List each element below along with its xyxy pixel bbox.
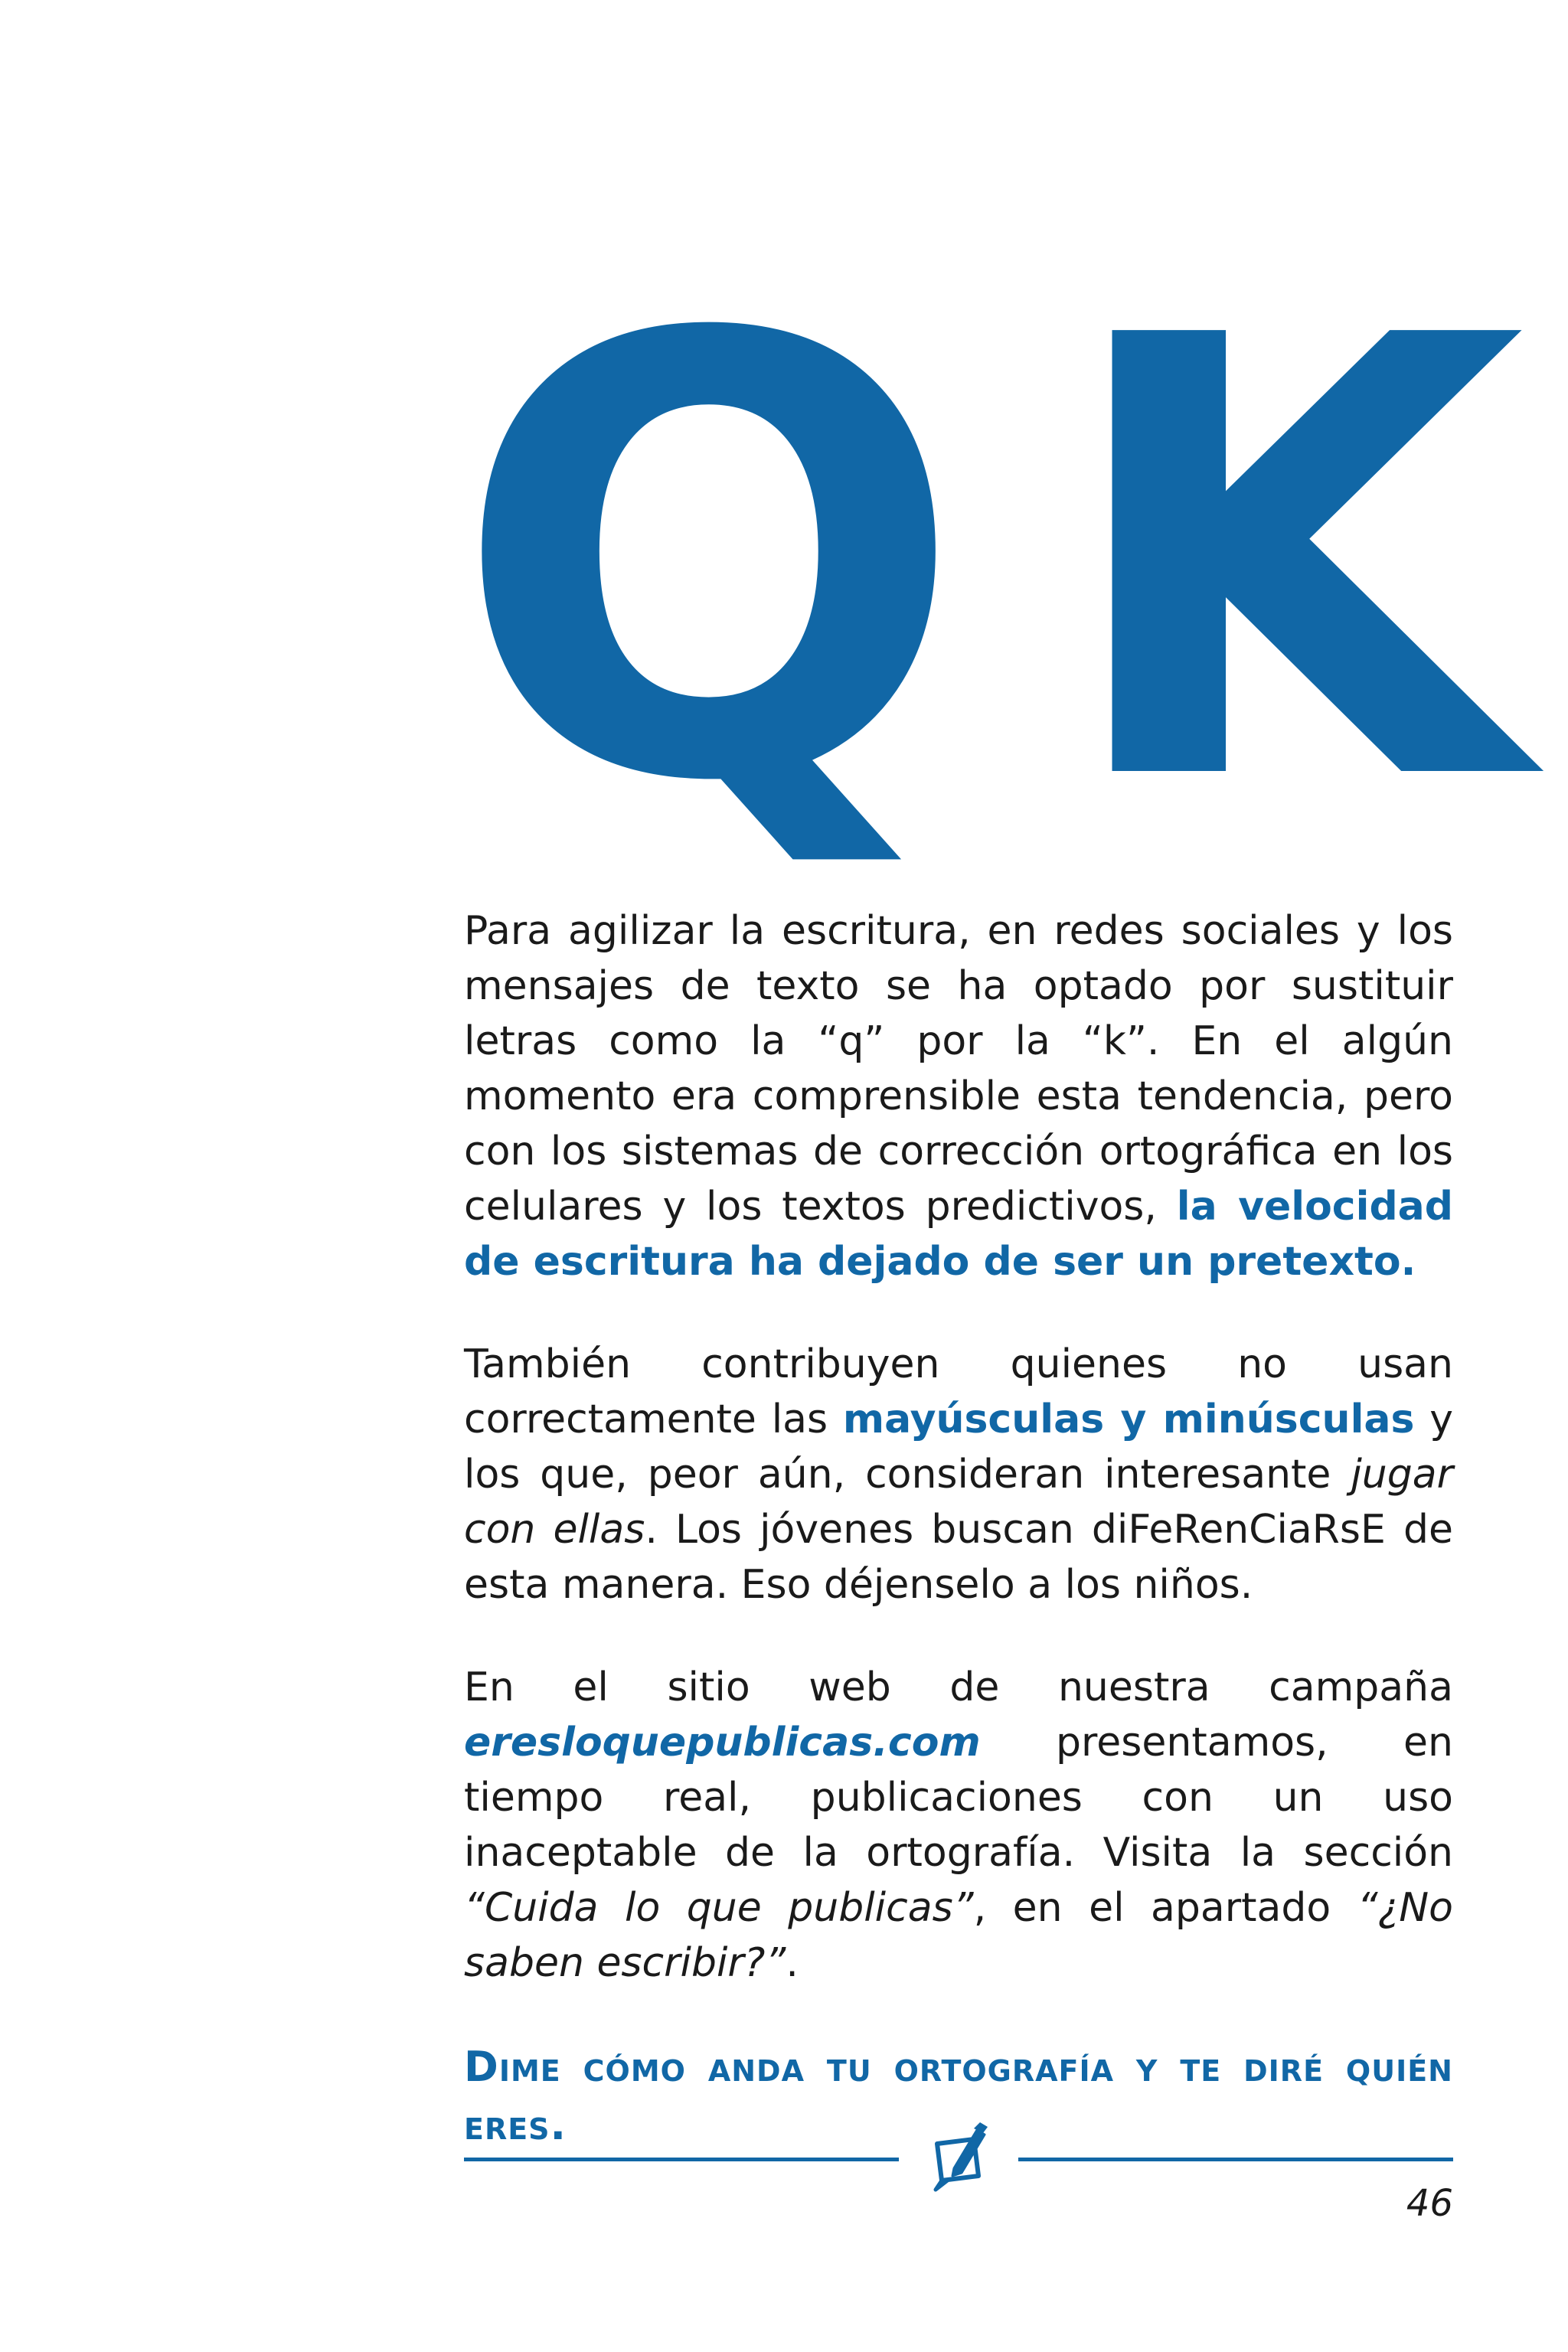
pen-on-note-icon xyxy=(926,2121,991,2194)
paragraph-2-part2: y los que, peor aún, consideran interesante xyxy=(464,1396,1454,1498)
campaign-website-link[interactable]: eresloquepublicas.com xyxy=(464,1720,981,1766)
paragraph-3-section-name: “Cuida lo que publicas” xyxy=(464,1885,974,1931)
paragraph-3 xyxy=(464,1660,1453,1991)
paragraph-3-part3: , en el apartado xyxy=(973,1885,1357,1931)
divider-line-right xyxy=(1018,2158,1453,2161)
paragraph-3-part4: . xyxy=(786,1940,799,1986)
body-content xyxy=(464,903,1453,2154)
divider-line-left xyxy=(464,2158,899,2161)
paragraph-2-highlight: mayúsculas y minúsculas xyxy=(842,1396,1415,1442)
paragraph-1-text: Para agilizar la escritura, en redes sociales y los mensajes de texto se ha optado por sustituir letras como la “q” por la “k”. En el algún momento era comprensible esta tendencia, pero con los sistemas de corrección ortográfica en los celulares y los textos predictivos, xyxy=(464,908,1453,1230)
paragraph-2-italic: jugar con ellas xyxy=(464,1452,1453,1553)
paragraph-3-part2: presentamos, en tiempo real, publicaciones con un uso inaceptable de la ortografía. Visita la sección xyxy=(464,1720,1453,1876)
slogan: Dime cómo anda tu ortografía y te diré quién eres. xyxy=(464,2043,1453,2149)
page-number: 46 xyxy=(1406,2182,1453,2225)
paragraph-3-part1: En el sitio web de nuestra campaña xyxy=(464,1664,1453,1710)
headline-qk xyxy=(452,211,1526,914)
paragraph-2 xyxy=(464,1337,1453,1612)
paragraph-2-part3: . Los jóvenes buscan diFeRenCiaRsE de esta manera. Eso déjenselo a los niños. xyxy=(464,1507,1453,1608)
headline-letter-k: K xyxy=(1057,211,1526,914)
headline-letter-q: Q xyxy=(452,211,951,914)
paragraph-1 xyxy=(464,903,1453,1289)
paragraph-2-part1: También contribuyen quienes no usan correctamente las xyxy=(464,1341,1453,1442)
paragraph-3-subsection-name: “¿No saben escribir?” xyxy=(464,1885,1453,1986)
paragraph-1-highlight: la velocidad de escritura ha dejado de ser un pretexto. xyxy=(464,1184,1453,1285)
footer-divider xyxy=(464,2121,1453,2197)
